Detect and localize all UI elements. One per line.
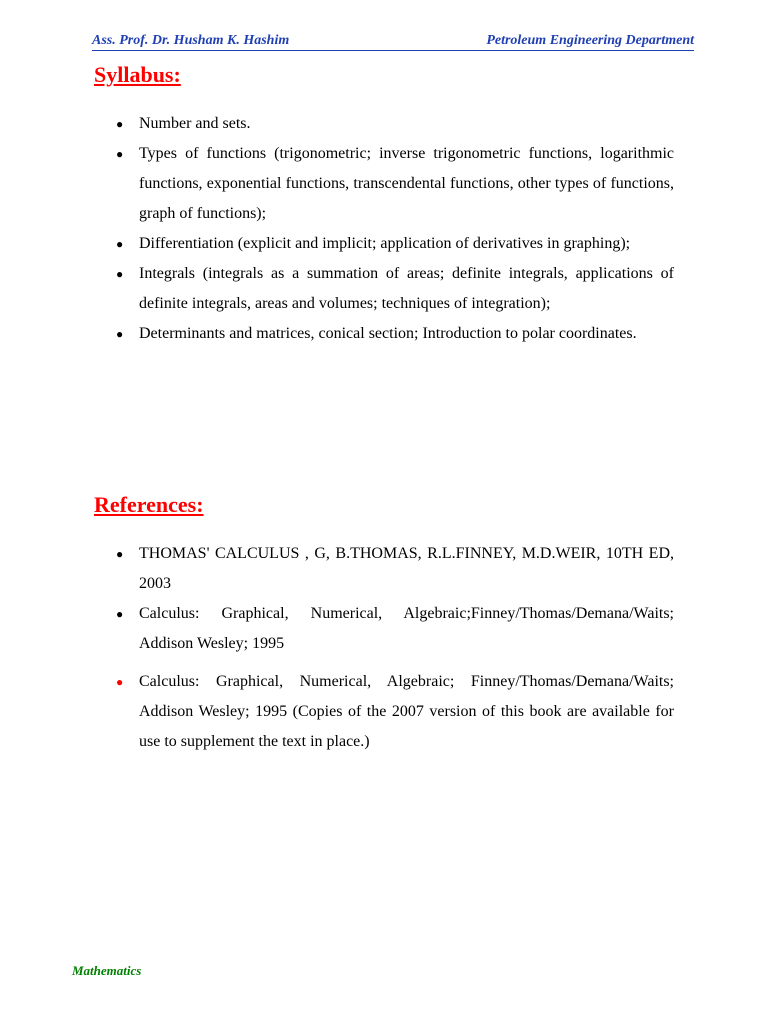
bullet-icon: ● (116, 327, 124, 341)
bullet-icon: ● (116, 267, 124, 281)
header-divider (92, 50, 694, 51)
reference-item-text: THOMAS' CALCULUS , G, B.THOMAS, R.L.FINNEY, M.D.WEIR, 10TH ED, 2003 (139, 545, 674, 592)
syllabus-item-text: Integrals (integrals as a summation of areas; definite integrals, applications of definite integrals, areas and volumes; techniques of integration); (139, 265, 674, 312)
syllabus-item (0, 229, 768, 259)
footer-label: Mathematics (72, 963, 142, 978)
syllabus-item (0, 109, 768, 139)
bullet-icon: ● (116, 237, 124, 251)
bullet-icon: ● (116, 675, 124, 689)
bullet-icon: ● (116, 547, 124, 561)
syllabus-item-text: Types of functions (trigonometric; inverse trigonometric functions, logarithmic functions, exponential functions, transcendental functions, other types of functions, graph of functions); (139, 145, 674, 222)
bullet-icon: ● (116, 117, 124, 131)
references-heading: References: (94, 492, 204, 517)
syllabus-item (0, 319, 768, 349)
references-list (0, 539, 768, 757)
syllabus-item-text: Differentiation (explicit and implicit; application of derivatives in graphing); (139, 235, 631, 252)
header-author: Ass. Prof. Dr. Husham K. Hashim (92, 33, 290, 48)
bullet-icon: ● (116, 147, 124, 161)
syllabus-item-text: Determinants and matrices, conical section; Introduction to polar coordinates. (139, 325, 637, 342)
syllabus-item (0, 259, 768, 319)
reference-item-text: Calculus: Graphical, Numerical, Algebraic;Finney/Thomas/Demana/Waits; Addison Wesley; 1995 (139, 605, 674, 652)
syllabus-item-text: Number and sets. (139, 115, 251, 132)
syllabus-list (0, 109, 768, 349)
reference-item (0, 667, 768, 757)
syllabus-item (0, 139, 768, 229)
reference-item (0, 539, 768, 599)
bullet-icon: ● (116, 607, 124, 621)
syllabus-heading: Syllabus: (94, 62, 181, 87)
reference-item-text: Calculus: Graphical, Numerical, Algebraic; Finney/Thomas/Demana/Waits; Addison Wesley; 1995 (Copies of the 2007 version of this book are available for use to supplement the text in place.) (139, 673, 674, 750)
reference-item (0, 599, 768, 659)
header-department: Petroleum Engineering Department (486, 33, 694, 48)
